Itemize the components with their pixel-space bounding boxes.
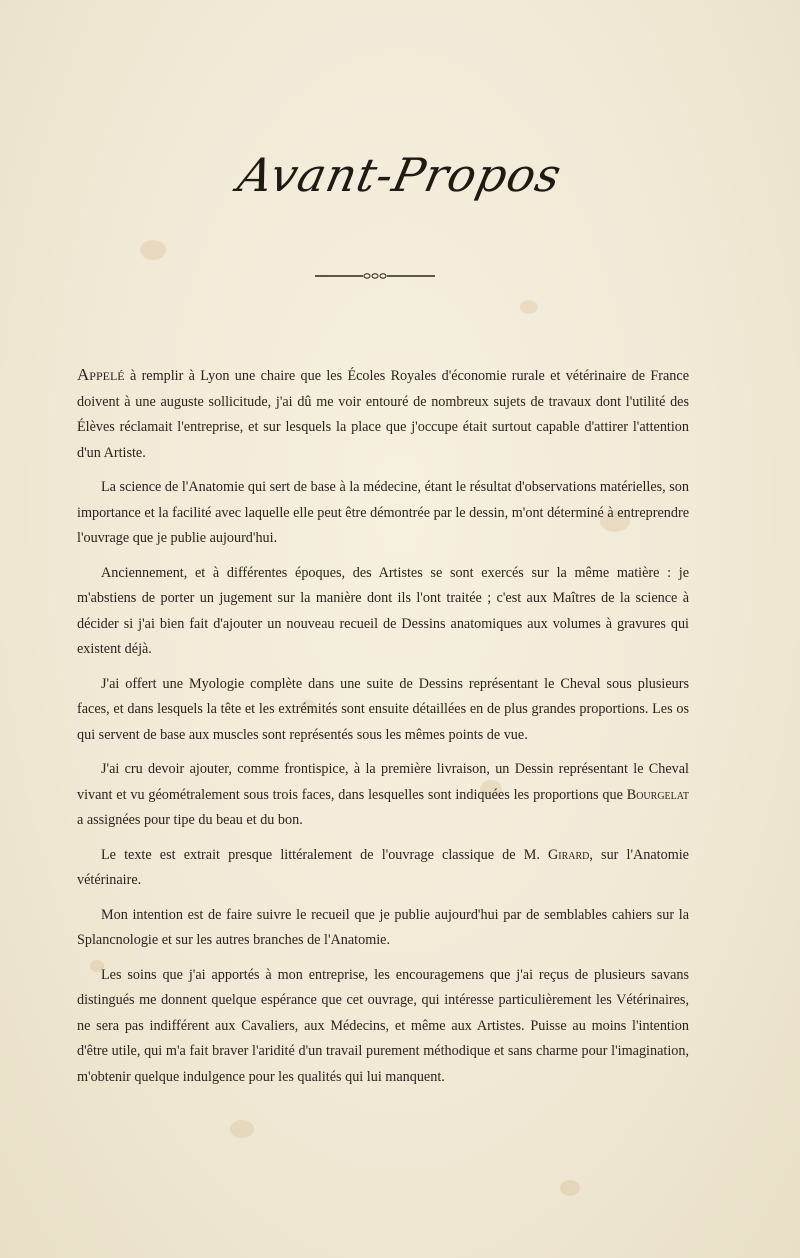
author-name-bourgelat: Bourgelat [626,786,689,803]
paragraph-8: Les soins que j'ai apportés à mon entreprise, les encouragemens que j'ai reçus de plusieurs savans distingués me donnent quelque espérance que cet ouvrage, qui intéresse particulièrement les Vétérinaires, ne sera pas indifférent aux Cavaliers, aux Médecins, et même aux Artistes. Puisse au moins l'intention d'être utile, qui m'a fait braver l'aridité d'un travail purement méthodique et sans charme pour l'imagination, m'obtenir quelque indulgence pour les qualités qui lui manquent. [77,966,689,1085]
paragraph-5 [77,757,689,834]
foxing-spot [520,300,538,314]
paragraph-7: Mon intention est de faire suivre le recueil que je publie aujourd'hui par de semblables cahiers sur la Splancnologie et sur les autres branches de l'Anatomie. [77,906,689,948]
paragraph-5-before: J'ai cru devoir ajouter, comme frontispice, à la première livraison, un Dessin représentant le Cheval vivant et vu géométralement sous trois faces, dans lesquelles sont indiquées les proportions que [77,761,689,803]
paragraph-2: La science de l'Anatomie qui sert de base à la médecine, étant le résultat d'observations matérielles, son importance et la facilité avec laquelle elle peut être démontrée par le dessin, m'ont déterminé à entreprendre l'ouvrage que je publie aujourd'hui. [77,479,689,546]
paragraph-1 [77,362,689,466]
foxing-spot [230,1120,254,1138]
paragraph-5-after: a assignées pour tipe du beau et du bon. [77,812,303,828]
paragraph-6-before: Le texte est extrait presque littéralement de l'ouvrage classique de M. [101,846,540,863]
body-text [77,362,689,1099]
page-title: Avant-Propos [233,148,567,202]
paragraph-6-after: , sur l'Anatomie vétérinaire. [77,846,689,888]
foxing-spot [560,1180,580,1196]
opening-word: Appelé [77,365,125,384]
foxing-spot [140,240,166,260]
paragraph-4: J'ai offert une Myologie complète dans une suite de Dessins représentant le Cheval sous plusieurs faces, et dans lesquels la tête et les extrémités sont ensuite détaillées en de plus grandes proportions. Les os qui servent de base aux muscles sont représentés sous les mêmes points de vue. [77,675,689,743]
paragraph-3: Anciennement, et à différentes époques, des Artistes se sont exercés sur la même matière : je m'abstiens de porter un jugement sur la manière dont ils l'ont traitée ; c'est aux Maîtres de la science à décider si j'ai bien fait d'ajouter un nouveau recueil de Dessins anatomiques aux volumes à gravures qui existent déjà. [77,564,689,657]
paragraph-1-text: à remplir à Lyon une chaire que les Écoles Royales d'économie rurale et vétérinaire de France doivent à une auguste sollicitude, j'ai dû me voir entouré de nombreux sujets de travaux dont l'utilité des Élèves réclamait l'entreprise, et sur lesquels la place que j'occupe était surtout capable d'attirer l'attention d'un Artiste. [77,368,689,461]
title-ornament [315,270,435,282]
paragraph-6 [77,843,689,894]
author-name-girard: Girard [548,846,590,863]
